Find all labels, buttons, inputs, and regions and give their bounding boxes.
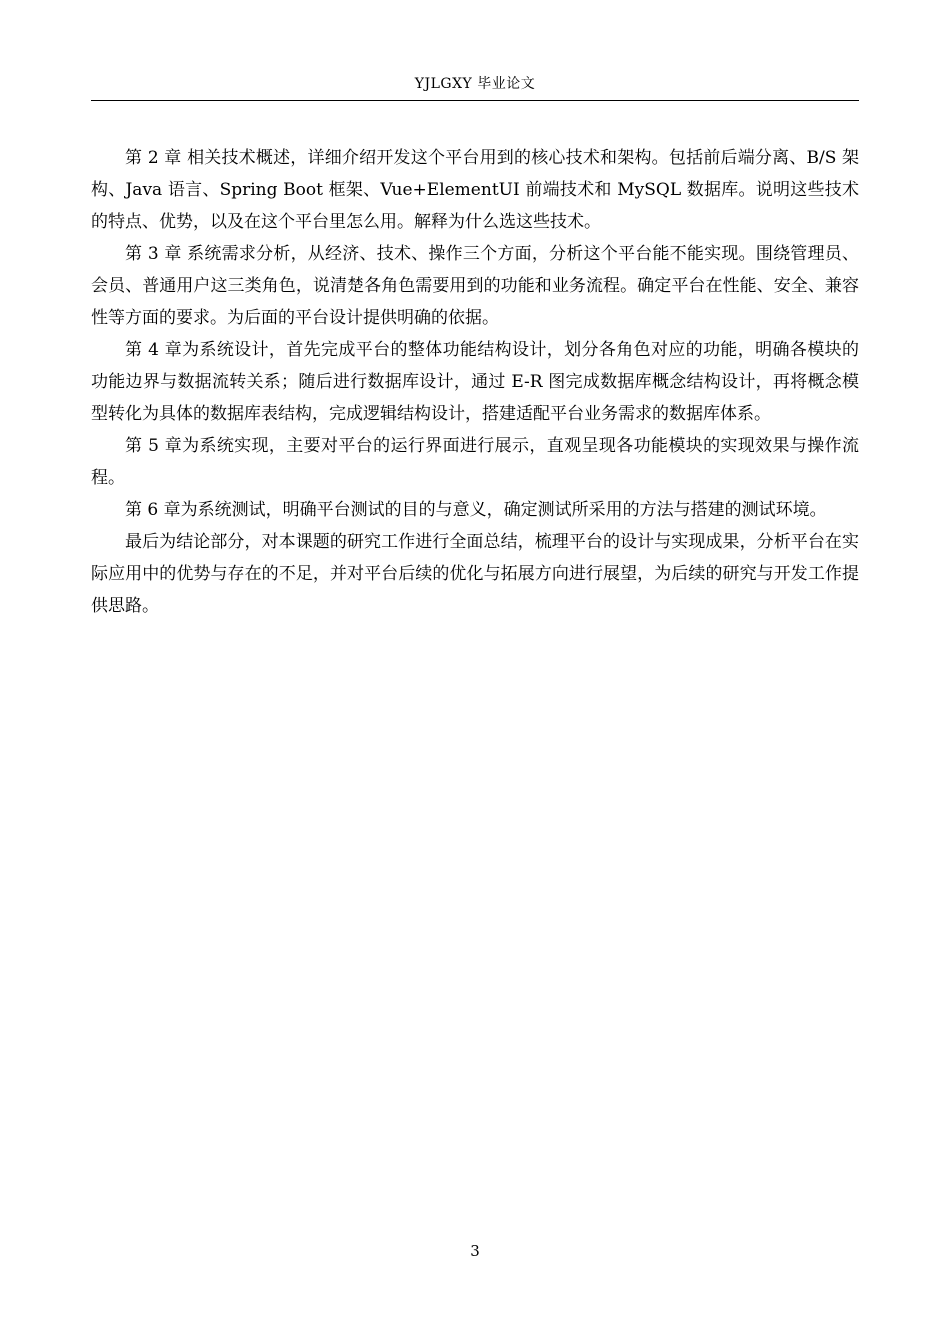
paragraph-chapter-3: 第 3 章 系统需求分析，从经济、技术、操作三个方面，分析这个平台能不能实现。围绕管理员、会员、普通用户这三类角色，说清楚各角色需要用到的功能和业务流程。确定平台在性能、安全、兼容性等方面的要求。为后面的平台设计提供明确的依据。 — [91, 244, 859, 328]
paragraph-chapter-4: 第 4 章为系统设计，首先完成平台的整体功能结构设计，划分各角色对应的功能，明确各模块的功能边界与数据流转关系；随后进行数据库设计，通过 E-R 图完成数据库概念结构设计，再将概念模型转化为具体的数据库表结构，完成逻辑结构设计，搭建适配平台业务需求的数据库体系。 — [91, 340, 859, 424]
paragraph-chapter-5: 第 5 章为系统实现，主要对平台的运行界面进行展示，直观呈现各功能模块的实现效果与操作流程。 — [91, 436, 859, 488]
page-header: YJLGXY 毕业论文 — [414, 76, 536, 92]
paragraph-chapter-2: 第 2 章 相关技术概述，详细介绍开发这个平台用到的核心技术和架构。包括前后端分离、B/S 架构、Java 语言、Spring Boot 框架、Vue+ElementUI 前端技术和 MySQL 数据库。说明这些技术的特点、优势，以及在这个平台里怎么用。解释为什么选这些技术。 — [91, 148, 859, 232]
paragraph-conclusion: 最后为结论部分，对本课题的研究工作进行全面总结，梳理平台的设计与实现成果，分析平台在实际应用中的优势与存在的不足，并对平台后续的优化与拓展方向进行展望，为后续的研究与开发工作提供思路。 — [91, 532, 859, 616]
page-number: 3 — [470, 1242, 480, 1260]
body-text — [91, 142, 859, 622]
paragraph-chapter-6: 第 6 章为系统测试，明确平台测试的目的与意义，确定测试所采用的方法与搭建的测试环境。 — [125, 500, 827, 520]
header-divider — [91, 100, 859, 101]
